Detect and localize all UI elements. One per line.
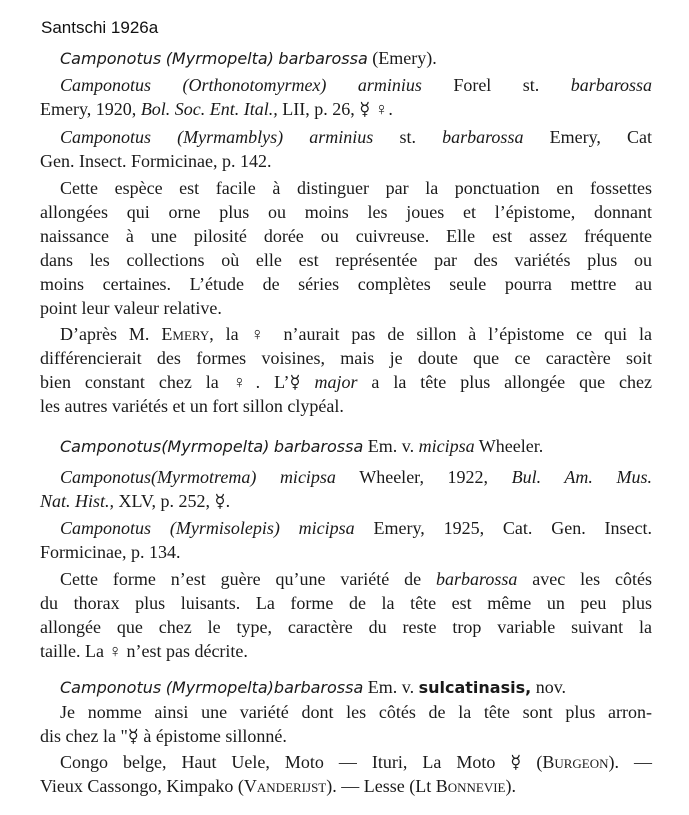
entry3-subgenus: (Myrmopelta) <box>165 678 274 697</box>
entry2-rank: Em. v. <box>367 436 415 456</box>
text: D’après M. <box>60 324 150 344</box>
entry3-variety: sulcatinasis, <box>418 678 532 697</box>
ref-year: Emery, 1920, <box>40 99 137 119</box>
entry2-species: barbarossa <box>273 437 364 456</box>
ref-subgenus: (Myrmamblys) <box>177 127 284 147</box>
ref-species: arminius <box>357 75 422 95</box>
ref-species: micipsa <box>279 467 336 487</box>
page-header: Santschi 1926a <box>41 18 159 37</box>
text: , la ♀ n’aurait pas de sillon à l’épistome ce qui la <box>209 324 653 344</box>
text: ). — Lesse (Lt <box>326 776 432 796</box>
ref-genus: Camponotus <box>60 127 152 147</box>
text: Congo belge, Haut Uele, Moto — Ituri, La Moto ☿ ( <box>60 752 543 772</box>
entry1-para1-line: moins certaines. L’étude de séries complètes seule pourra mettre au <box>40 274 652 294</box>
entry1-para1-line: Cette espèce est facile à distinguer par la ponctuation en fossettes <box>60 178 652 198</box>
text: a la tête plus allongée que chez <box>371 372 652 392</box>
entry3-para2-line2 <box>40 775 652 797</box>
entry1-subgenus: (Myrmopelta) <box>165 49 274 68</box>
entry3-genus: Camponotus <box>60 678 162 697</box>
ref-author-year: Wheeler, 1922, <box>359 467 489 487</box>
entry1-title <box>60 47 652 70</box>
text: avec les côtés <box>532 569 653 589</box>
collector-name: Burgeon <box>542 752 609 772</box>
text: ). <box>505 776 516 796</box>
ref-pages: LII, p. 26, ☿ ♀. <box>282 99 393 119</box>
ref-subspecies: barbarossa <box>442 127 524 147</box>
species-name: barbarossa <box>436 569 518 589</box>
ref-journal: Bul. Am. Mus. <box>511 467 653 487</box>
entry1-para1-line: allongées qui orne plus ou moins les joues et l’épistome, donnant <box>40 202 652 222</box>
entry1-para2-line3 <box>40 371 652 393</box>
entry1-ref2-line2: Gen. Insect. Formicinae, p. 142. <box>40 151 272 171</box>
author-name: Emery <box>161 324 210 344</box>
entry3-para1-line2: dis chez la "☿ à épistome sillonné. <box>40 726 287 746</box>
entry3-species: barbarossa <box>273 678 364 697</box>
entry2-para1-line3: allongée que chez le type, caractère du reste trop variable suivant la <box>40 617 652 637</box>
entry2-ref2-line2: Formicinae, p. 134. <box>40 542 181 562</box>
ref-author: Emery, Cat <box>549 127 653 147</box>
ref-author: Forel st. <box>453 75 540 95</box>
entry1-para1-line: point leur valeur relative. <box>40 298 222 318</box>
entry1-ref1-line2 <box>40 98 652 120</box>
entry1-para1-line: dans les collections où elle est représentée par des variétés plus ou <box>40 250 652 270</box>
ref-journal: Nat. Hist., <box>40 491 115 511</box>
entry3-para1-line1: Je nomme ainsi une variété dont les côtés de la tête sont plus arron- <box>60 702 652 722</box>
entry2-title <box>60 435 652 458</box>
entry2-ref2-line1 <box>60 517 652 539</box>
ref-genus: Camponotus <box>60 518 152 538</box>
entry1-para1-line: naissance à une pilosité dorée ou cuivreuse. Elle est assez fréquente <box>40 226 652 246</box>
entry3-author: nov. <box>535 677 567 697</box>
entry1-genus: Camponotus <box>60 49 162 68</box>
ref-species: arminius <box>309 127 374 147</box>
text: bien constant chez la ♀. L’☿ <box>40 372 301 392</box>
ref-subgenus: (Orthonotomyrmex) <box>182 75 327 95</box>
entry1-para2-line4: les autres variétés et un fort sillon clypéal. <box>40 396 344 416</box>
entry2-author: Wheeler. <box>478 436 544 456</box>
ref-author: Emery, 1925, Cat. Gen. Insect. <box>373 518 653 538</box>
entry2-subgenus: (Myrmopelta) <box>161 437 270 456</box>
ref-subspecies: barbarossa <box>570 75 653 95</box>
entry2-ref1-line1 <box>60 466 652 488</box>
entry3-rank: Em. v. <box>367 677 415 697</box>
entry2-para1-line4: taille. La ♀ n’est pas décrite. <box>40 641 248 661</box>
entry1-species: barbarossa <box>278 49 368 68</box>
entry2-genus: Camponotus <box>60 437 162 456</box>
entry1-ref1-line1 <box>60 74 652 96</box>
entry1-para2-line1 <box>60 323 652 345</box>
ref-journal: Bol. Soc. Ent. Ital., <box>140 99 278 119</box>
entry1-ref2-line1 <box>60 126 652 148</box>
text: ). — <box>608 752 652 772</box>
ref-pages: XLV, p. 252, ☿. <box>118 491 231 511</box>
caste-term: major <box>314 372 358 392</box>
entry3-title <box>60 676 652 699</box>
entry3-para2-line1 <box>60 751 652 773</box>
entry1-author: (Emery). <box>372 48 437 68</box>
entry2-para1-line1 <box>60 568 652 590</box>
text: Cette forme n’est guère qu’une variété de <box>60 569 422 589</box>
ref-genus: Camponotus <box>60 467 152 487</box>
entry1-para2-line2: différencierait des formes voisines, mais je doute que ce caractère soit <box>40 348 652 368</box>
ref-subgenus: (Myrmisolepis) <box>169 518 280 538</box>
ref-genus: Camponotus <box>60 75 152 95</box>
text: Vieux Cassongo, Kimpako ( <box>40 776 244 796</box>
entry2-variety: micipsa <box>418 436 475 456</box>
ref-species: micipsa <box>298 518 355 538</box>
entry2-ref1-line2 <box>40 490 652 512</box>
ref-rank: st. <box>399 127 416 147</box>
ref-subgenus: (Myrmotrema) <box>151 467 257 487</box>
entry2-para1-line2: du thorax plus luisants. La forme de la tête est même un peu plus <box>40 593 652 613</box>
collector-name: Bonnevie <box>435 776 506 796</box>
collector-name: Vanderijst <box>243 776 327 796</box>
